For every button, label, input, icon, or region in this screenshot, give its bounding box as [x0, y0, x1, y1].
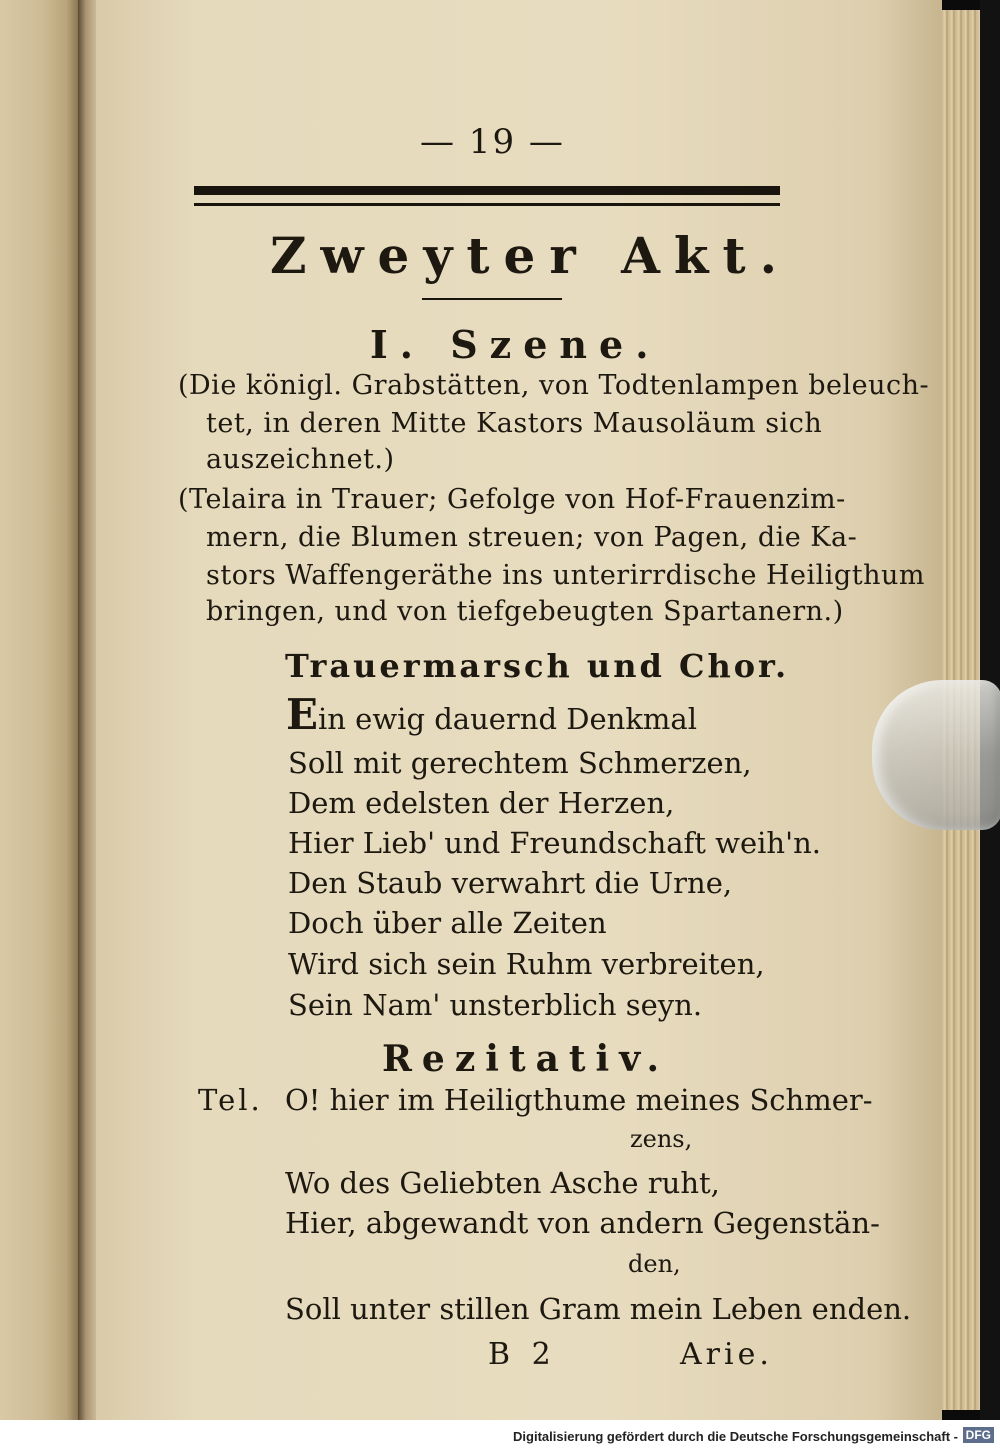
verse-line-text: in ewig dauernd Denkmal [318, 702, 697, 736]
verse-line: Den Staub verwahrt die Urne, [288, 866, 733, 900]
stage-direction-line: stors Waffengeräthe ins unterirrdische Heiligthum [206, 560, 925, 591]
page-clip [872, 680, 1000, 830]
recitative-line: O! hier im Heiligthume meines Schmer- [285, 1083, 873, 1117]
recitative-line-continuation: zens, [630, 1125, 693, 1153]
dfg-logo: DFG [963, 1427, 994, 1443]
verse-line [286, 690, 697, 739]
recitative-line-continuation: den, [628, 1250, 681, 1278]
stage-direction-line: tet, in deren Mitte Kastors Mausoläum sich [206, 408, 823, 439]
verse-line: Dem edelsten der Herzen, [288, 786, 675, 820]
verse-line: Sein Nam' unsterblich seyn. [288, 988, 703, 1022]
recitative-line: Hier, abgewandt von andern Gegenstän- [285, 1206, 880, 1240]
stage-direction-line: mern, die Blumen streuen; von Pagen, die Ka- [206, 522, 858, 553]
header-rule-thin [194, 203, 780, 206]
footer-credit: Digitalisierung gefördert durch die Deutsche Forschungsgemeinschaft - [513, 1429, 958, 1444]
recitative-line: Wo des Geliebten Asche ruht, [285, 1166, 720, 1200]
act-title: Zweyter Akt. [270, 226, 792, 285]
act-divider [422, 298, 562, 300]
scene-title: I. Szene. [370, 322, 661, 367]
verse-line: Soll mit gerechtem Schmerzen, [288, 746, 752, 780]
page-number: — 19 — [420, 122, 565, 162]
recitative-title: Rezitativ. [382, 1038, 670, 1080]
verse-dropcap: E [286, 690, 319, 739]
march-title: Trauermarsch und Chor. [285, 647, 790, 685]
stage-direction-line: (Telaira in Trauer; Gefolge von Hof-Frauenzim- [178, 484, 846, 515]
footer-bar [0, 1420, 1000, 1453]
stage-direction-line: bringen, und von tiefgebeugten Spartanern.) [206, 596, 844, 627]
previous-page-edge [0, 0, 81, 1420]
verse-line: Doch über alle Zeiten [288, 906, 607, 940]
stage-direction-line: auszeichnet.) [206, 444, 395, 475]
verse-line: Wird sich sein Ruhm verbreiten, [288, 947, 765, 981]
stage-direction-line: (Die königl. Grabstätten, von Todtenlampen beleuch- [178, 370, 930, 401]
speaker-name: Tel. [198, 1083, 263, 1117]
catchword: Arie. [680, 1337, 773, 1372]
signature-mark: B 2 [488, 1337, 557, 1372]
verse-line: Hier Lieb' und Freundschaft weih'n. [288, 826, 821, 860]
recitative-line: Soll unter stillen Gram mein Leben enden. [285, 1292, 912, 1326]
header-rule-thick [194, 186, 780, 195]
